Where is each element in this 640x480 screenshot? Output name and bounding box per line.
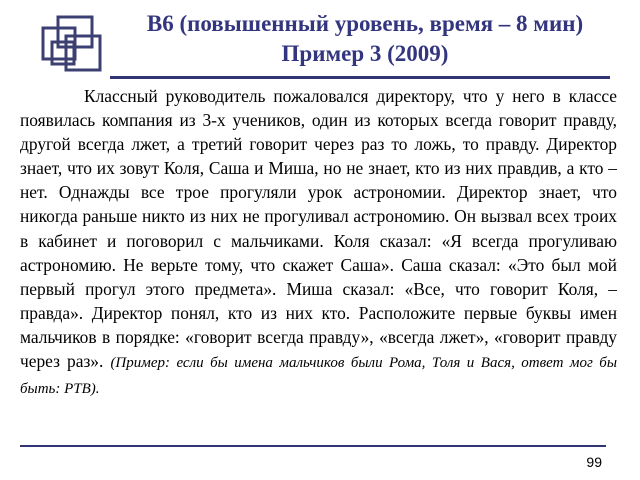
task-body: Классный руководитель пожаловался директору, что у него в классе появилась компания из 3-х учеников, один из которых всегда говорит правду, другой всегда лжет, а третий говорит через раз то ложь, то правду. Директор знает, что их зовут Коля, Саша и Миша, но не знает, кто из них правдив, а кто – нет. Однажды все трое прогуляли урок астрономии. Директор знает, что никогда раньше никто из них не прогуливал астрономию. Он вызвал всех троих в кабинет и поговорил с мальчиками. Коля сказал: «Я всегда прогуливаю астрономию. Не верьте тому, что скажет Саша». Саша сказал: «Это был мой первый прогул этого предмета». Миша сказал: «Все, что говорит Коля, – правда». Директор понял, кто из них кто. Расположите первые буквы имен мальчиков в порядке: «говорит всегда правду», «всегда лжет», «говорит правду через раз».: [20, 86, 617, 372]
page-title: B6 (повышенный уровень, время – 8 мин): [146, 11, 584, 36]
page-number: 99: [586, 454, 602, 470]
footer-divider: [20, 445, 606, 447]
overlapping-squares-logo-icon: [40, 14, 112, 76]
page-subtitle: Пример 3 (2009): [281, 41, 449, 66]
task-example-note: (Пример: если бы имена мальчиков были Рома, Толя и Вася, ответ мог бы быть: РТВ).: [20, 355, 617, 398]
task-text: [20, 84, 617, 401]
title-divider: [110, 76, 610, 79]
